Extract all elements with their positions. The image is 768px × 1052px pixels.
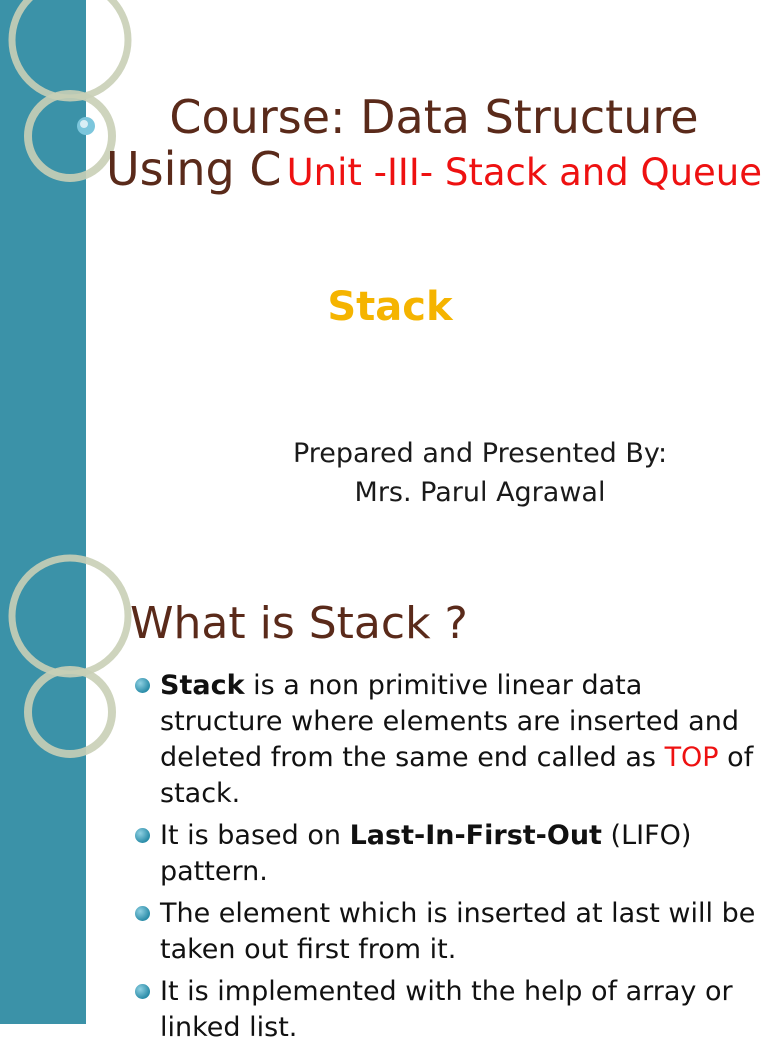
decorative-rings-icon <box>0 576 86 1024</box>
bullet-icon <box>135 678 150 693</box>
bullet-item <box>133 668 763 812</box>
bullet-highlight: TOP <box>664 742 719 773</box>
subtitle: Stack <box>327 284 453 330</box>
slide-title: What is Stack ? <box>130 598 468 649</box>
bullet-item <box>133 896 763 968</box>
decorative-side-band <box>0 0 86 576</box>
bullet-item <box>133 818 763 890</box>
presenter-line: Prepared and Presented By: <box>292 438 668 469</box>
presenter-block <box>200 434 760 512</box>
title-main: Course: Data Structure Using C <box>105 90 699 196</box>
bullet-text: of stack. <box>160 742 754 809</box>
bullet-icon <box>135 828 150 843</box>
bullet-bold: Stack <box>160 670 245 701</box>
decorative-side-band <box>0 576 86 1024</box>
bullet-item <box>133 974 763 1046</box>
bullet-text: is a non primitive linear data structure where elements are inserted and deleted from the same end called as <box>160 670 739 773</box>
content-slide <box>0 576 768 1043</box>
bullet-icon <box>135 984 150 999</box>
bullet-icon <box>135 906 150 921</box>
bullet-text: (LIFO) pattern. <box>160 820 692 887</box>
bullet-text: The element which is inserted at last will be taken out first from it. <box>160 898 756 965</box>
bullet-text: It is implemented with the help of array or linked list. <box>160 976 733 1043</box>
bullet-list <box>133 668 763 1052</box>
decorative-rings-icon <box>0 0 86 576</box>
title-unit: Unit -III- Stack and Queue <box>286 150 762 194</box>
bullet-bold: Last-In-First-Out <box>349 820 602 851</box>
bullet-text: It is based on <box>160 820 350 851</box>
course-title <box>100 92 768 195</box>
presenter-name: Mrs. Parul Agrawal <box>354 477 606 509</box>
